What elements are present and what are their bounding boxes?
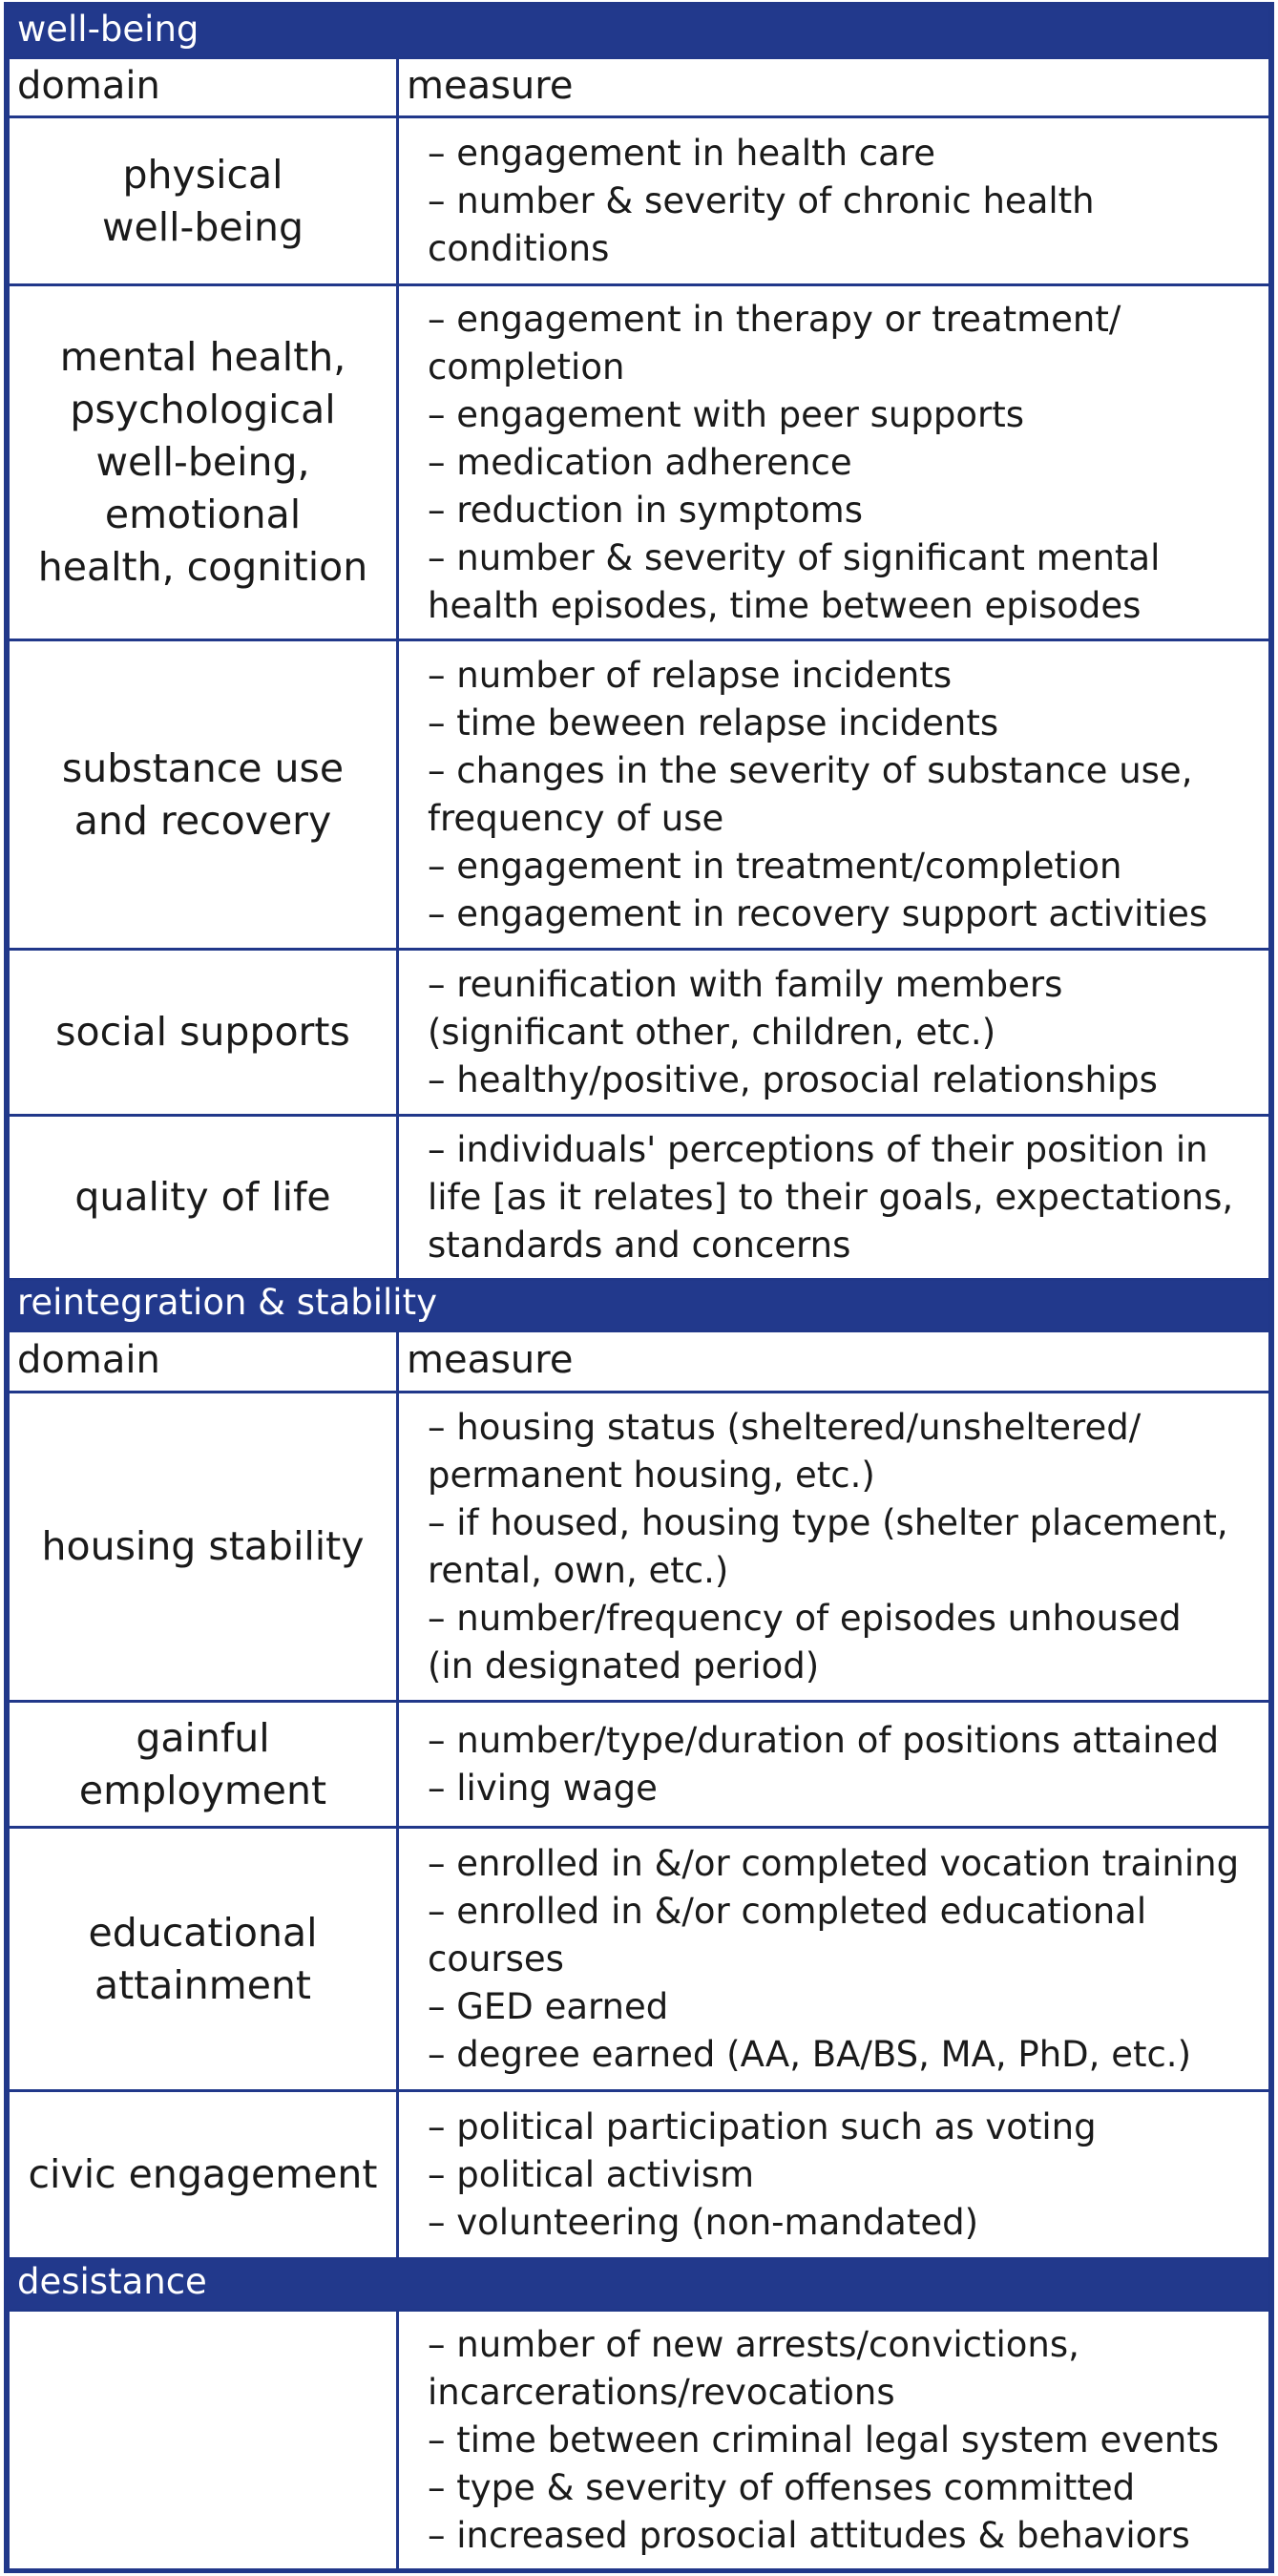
measure-line: life [as it relates] to their goals, expectations, <box>428 1176 1234 1218</box>
measure-cell <box>398 1116 1270 1280</box>
domain-line: emotional <box>104 492 302 537</box>
domain-cell <box>9 285 398 640</box>
column-header-row <box>9 58 1270 117</box>
measure-cell <box>398 117 1270 285</box>
measures-table <box>7 5 1271 2571</box>
domain-line: social supports <box>55 1009 350 1055</box>
domain-cell <box>9 1828 398 2091</box>
measure-line: – reduction in symptoms <box>428 489 863 531</box>
section-title: well-being <box>9 7 1270 58</box>
domain-line: health, cognition <box>37 544 368 590</box>
domain-line: civic engagement <box>28 2151 378 2197</box>
measure-line: – degree earned (AA, BA/BS, MA, PhD, etc.) <box>428 2033 1191 2075</box>
measure-line: incarcerations/revocations <box>428 2371 895 2413</box>
table-row <box>9 1702 1270 1828</box>
measure-line: – GED earned <box>428 1985 669 2027</box>
domain-line: psychological <box>70 387 336 432</box>
table-row <box>9 2091 1270 2259</box>
measure-line: – engagement with peer supports <box>428 393 1024 435</box>
measure-line: – number/type/duration of positions attained <box>428 1719 1220 1761</box>
measures-table-container <box>4 2 1274 2573</box>
domain-line: physical <box>122 151 283 198</box>
measure-line: – changes in the severity of substance use, <box>428 749 1193 791</box>
measure-cell <box>398 2311 1270 2570</box>
domain-line: housing stability <box>41 1523 365 1569</box>
domain-cell <box>9 2091 398 2259</box>
domain-column-header: domain <box>9 1331 398 1393</box>
measure-line: – number/frequency of episodes unhoused <box>428 1597 1182 1639</box>
domain-line: gainful <box>136 1714 270 1761</box>
domain-cell <box>9 1116 398 1280</box>
measure-cell <box>398 285 1270 640</box>
measure-line: – number of new arrests/convictions, <box>428 2323 1079 2365</box>
measure-line: completion <box>428 346 625 387</box>
section-title: reintegration & stability <box>9 1280 1270 1331</box>
measure-line: (significant other, children, etc.) <box>428 1011 996 1053</box>
domain-line: well-being <box>102 203 304 250</box>
domain-cell <box>9 1393 398 1702</box>
measure-column-header: measure <box>398 58 1270 117</box>
measure-line: – individuals' perceptions of their position in <box>428 1128 1208 1170</box>
measure-line: – time between criminal legal system events <box>428 2419 1220 2461</box>
domain-line: employment <box>78 1767 327 1813</box>
measure-line: – enrolled in &/or completed educational <box>428 1890 1147 1932</box>
measure-line: – engagement in treatment/completion <box>428 845 1122 887</box>
measure-line: – housing status (sheltered/unsheltered/ <box>428 1406 1142 1448</box>
measure-line: courses <box>428 1937 564 1979</box>
section-header-row <box>9 1280 1270 1331</box>
table-row <box>9 950 1270 1116</box>
measure-line: – number & severity of chronic health <box>428 179 1095 221</box>
section-header-row <box>9 7 1270 58</box>
domain-cell <box>9 2311 398 2570</box>
measure-line: rental, own, etc.) <box>428 1549 729 1591</box>
domain-line: mental health, <box>59 334 346 380</box>
measure-line: – number of relapse incidents <box>428 654 953 696</box>
table-row <box>9 117 1270 285</box>
measure-line: – healthy/positive, prosocial relationships <box>428 1058 1158 1100</box>
measure-cell <box>398 1828 1270 2091</box>
measure-cell <box>398 1393 1270 1702</box>
domain-cell <box>9 1702 398 1828</box>
measure-line: frequency of use <box>428 797 724 839</box>
measure-cell <box>398 2091 1270 2259</box>
measure-line: – living wage <box>428 1767 658 1809</box>
measure-line: – engagement in therapy or treatment/ <box>428 298 1121 340</box>
measure-cell <box>398 640 1270 950</box>
measure-line: health episodes, time between episodes <box>428 584 1142 626</box>
table-row <box>9 1828 1270 2091</box>
domain-cell <box>9 950 398 1116</box>
measure-line: – volunteering (non-mandated) <box>428 2201 979 2243</box>
measure-line: – engagement in health care <box>428 132 935 174</box>
domain-line: quality of life <box>74 1174 331 1220</box>
section-header-row <box>9 2259 1270 2311</box>
measures-table-body <box>9 7 1270 2570</box>
domain-line: well-being, <box>95 439 310 485</box>
table-row <box>9 285 1270 640</box>
measure-line: – enrolled in &/or completed vocation training <box>428 1842 1240 1884</box>
section-title: desistance <box>9 2259 1270 2311</box>
domain-line: educational <box>88 1909 318 1956</box>
table-row <box>9 640 1270 950</box>
domain-line: attainment <box>94 1961 311 2008</box>
measure-line: standards and concerns <box>428 1224 851 1266</box>
measure-line: – number & severity of significant mental <box>428 536 1161 578</box>
measure-line: – time beween relapse incidents <box>428 702 999 743</box>
measure-line: – political activism <box>428 2153 755 2195</box>
column-header-row <box>9 1331 1270 1393</box>
domain-cell <box>9 117 398 285</box>
measure-line: (in designated period) <box>428 1644 820 1686</box>
measure-line: – engagement in recovery support activities <box>428 892 1208 934</box>
measure-line: – medication adherence <box>428 441 852 483</box>
measure-line: permanent housing, etc.) <box>428 1454 875 1496</box>
domain-column-header: domain <box>9 58 398 117</box>
measure-cell <box>398 1702 1270 1828</box>
measure-cell <box>398 950 1270 1116</box>
table-row <box>9 2311 1270 2570</box>
measure-line: – reunification with family members <box>428 963 1063 1005</box>
measure-line: – political participation such as voting <box>428 2105 1097 2147</box>
measure-column-header: measure <box>398 1331 1270 1393</box>
measure-line: – if housed, housing type (shelter placement, <box>428 1501 1228 1543</box>
measure-line: – type & severity of offenses committed <box>428 2466 1136 2508</box>
domain-line: and recovery <box>73 797 332 844</box>
domain-cell <box>9 640 398 950</box>
measure-line: conditions <box>428 227 610 269</box>
domain-line: substance use <box>61 744 345 791</box>
measure-line: – increased prosocial attitudes & behaviors <box>428 2514 1190 2556</box>
table-row <box>9 1116 1270 1280</box>
table-row <box>9 1393 1270 1702</box>
